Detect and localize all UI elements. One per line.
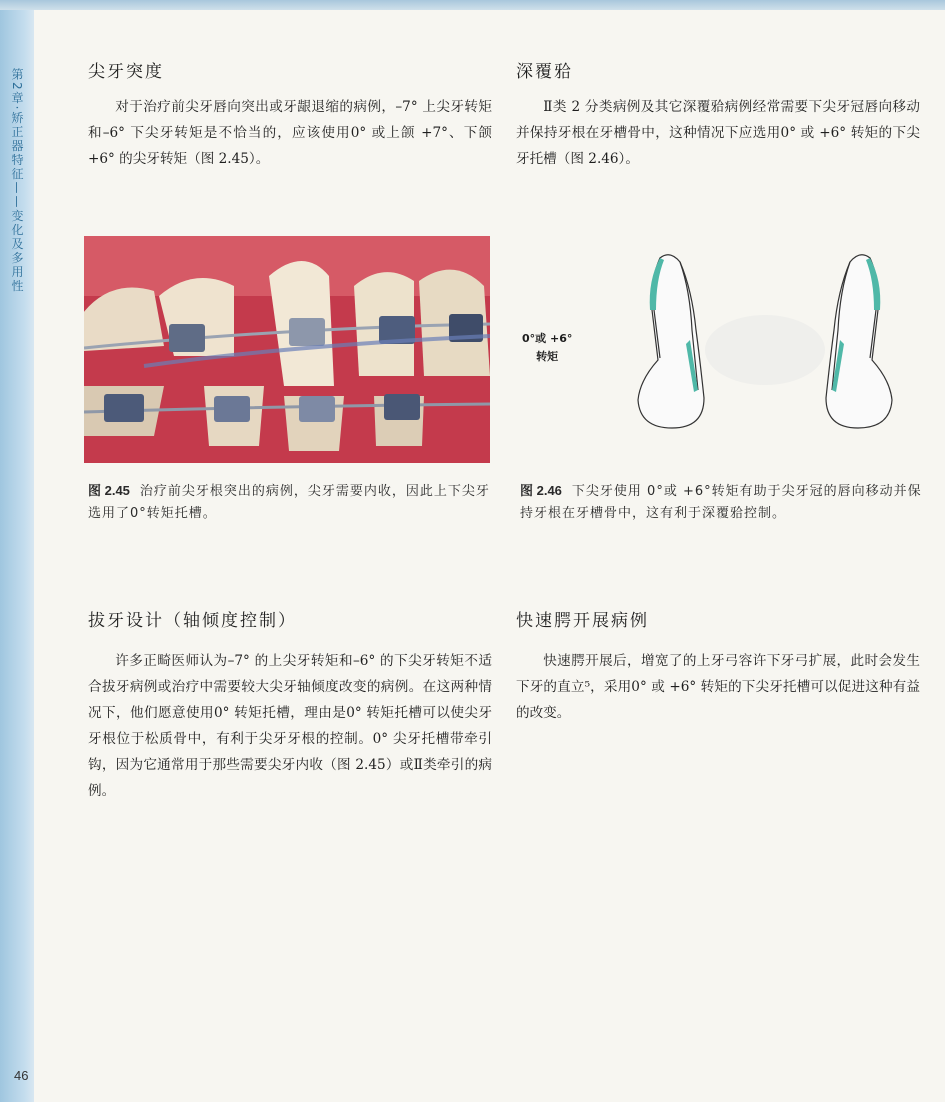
section-title-extraction: 拔牙设计（轴倾度控制） [88, 611, 297, 631]
figure-2-45-label: 图 2.45 [88, 483, 130, 498]
figure-2-46-diagram [600, 240, 930, 468]
blurred-center [705, 315, 825, 385]
figure-2-46-caption [520, 480, 924, 525]
section-title-rpe: 快速腭开展病例 [516, 611, 649, 631]
figure-2-45-photo [84, 236, 490, 463]
section-body-extraction: 许多正畸医师认为–7° 的上尖牙转矩和–6° 的下尖牙转矩不适合拔牙病例或治疗中需要较大尖牙轴倾度改变的病例。在这两种情况下，他们愿意使用0° 转矩托槽，理由是0° 转矩托槽可以使尖牙牙根位于松质骨中，有利于尖牙牙根的控制。0° 尖牙托槽带牵引钩，因为它通常用于那些需要尖牙内收（图 2.45）或Ⅱ类牵引的病例。 [88, 653, 492, 799]
figure-2-45-caption [88, 480, 492, 525]
braces-photo-illustration [84, 236, 490, 463]
top-color-bar [0, 0, 945, 10]
figure-2-45-caption-text: 治疗前尖牙根突出的病例，尖牙需要内收，因此上下尖牙选用了0°转矩托槽。 [88, 484, 490, 521]
section-title-canine-prominence: 尖牙突度 [88, 62, 164, 82]
torque-label-line2: 转矩 [536, 350, 559, 363]
chapter-sidebar [0, 10, 34, 1102]
left-canine-tooth [638, 255, 704, 428]
section-body-rpe: 快速腭开展后，增宽了的上牙弓容许下牙弓扩展，此时会发生下牙的直立⁵，采用0° 或 +6° 转矩的下尖牙托槽可以促进这种有益的改变。 [516, 653, 920, 721]
torque-label [522, 330, 572, 366]
figure-2-46-label: 图 2.46 [520, 483, 562, 498]
page-number: 46 [14, 1068, 29, 1083]
torque-label-line1: 0°或 +6° [522, 332, 573, 345]
right-canine-tooth [826, 255, 892, 428]
canine-torque-diagram [600, 240, 930, 468]
section-body-deep-bite: Ⅱ类 2 分类病例及其它深覆𬌗病例经常需要下尖牙冠唇向移动并保持牙根在牙槽骨中，这种情况下应选用0° 或 +6° 转矩的下尖牙托槽（图 2.46）。 [516, 99, 920, 167]
section-body-canine-prominence: 对于治疗前尖牙唇向突出或牙龈退缩的病例，–7° 上尖牙转矩和–6° 下尖牙转矩是不恰当的，应该使用0° 或上颌 +7°、下颌 +6° 的尖牙转矩（图 2.45）。 [88, 99, 492, 167]
chapter-vertical-title: 第2章·矫正器特征——变化及多用性 [10, 68, 24, 294]
section-title-deep-bite: 深覆𬌗 [516, 62, 573, 82]
figure-2-46-caption-text: 下尖牙使用 0°或 +6°转矩有助于尖牙冠的唇向移动并保持牙根在牙槽骨中，这有利于深覆𬌗控制。 [520, 484, 922, 521]
